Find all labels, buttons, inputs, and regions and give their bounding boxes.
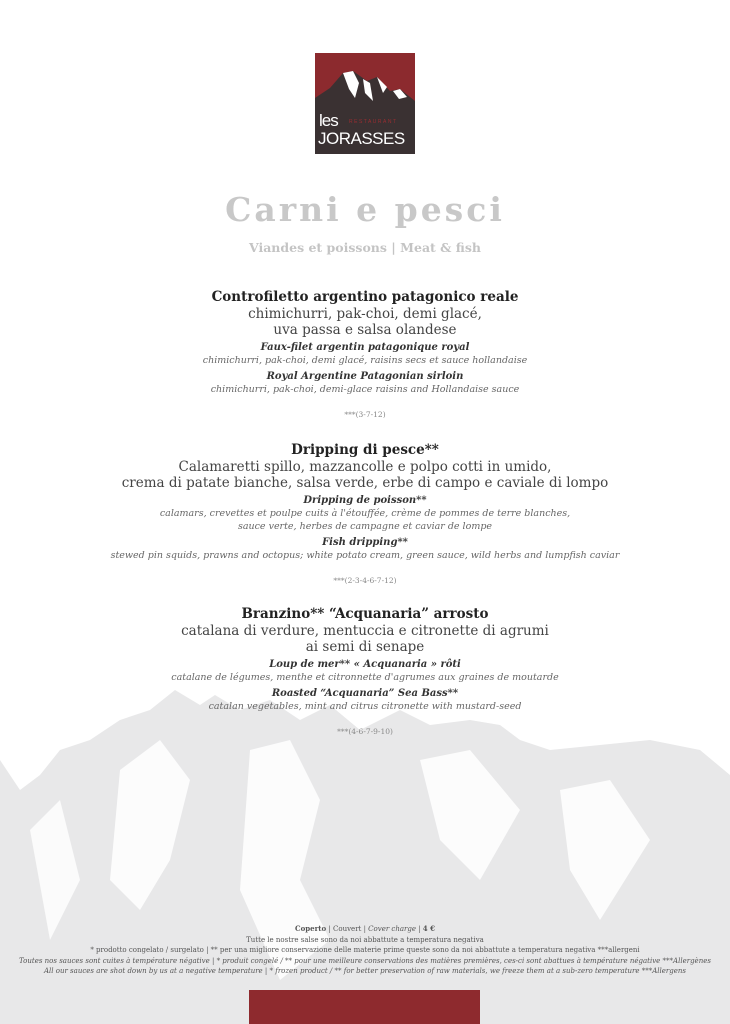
cover-price: 4 €	[422, 924, 435, 933]
dish-description: catalana di verdure, mentuccia e citronette di agrumi	[181, 623, 549, 639]
dish-description-en: chimichurri, pak-choi, demi-glace raisins and Hollandaise sauce	[210, 384, 520, 395]
dish-description-en: stewed pin squids, prawns and octopus; white potato cream, green sauce, wild herbs and lumpfish caviar	[110, 550, 620, 561]
dish-description-en: catalan vegetables, mint and citrus citronette with mustard-seed	[208, 701, 522, 712]
cover-label-en: Cover charge	[368, 925, 416, 933]
footer-notes	[0, 924, 730, 977]
logo-text-restaurant: RESTAURANT	[349, 119, 398, 125]
dish-description: Calamaretti spillo, mazzancolle e polpo cotti in umido,	[178, 459, 552, 475]
footer-note-it: Tutte le nostre salse sono da noi abbattute a temperatura negativa	[246, 935, 484, 944]
footer-note-it-legend: * prodotto congelato / surgelato | ** per una migliore conservazione delle materie prime queste sono da noi abbattute a temperatura negativa ***allergeni	[90, 946, 640, 954]
logo-text-les: les	[319, 111, 338, 130]
dish-description-fr: sauce verte, herbes de campagne et caviar de lompe	[237, 521, 493, 532]
dish-description-fr: chimichurri, pak-choi, demi glacé, raisins secs et sauce hollandaise	[202, 355, 528, 366]
dish-name: Branzino** “Acquanaria” arrosto	[241, 606, 489, 622]
allergens: ***(2-3-4-6-7-12)	[333, 576, 397, 585]
allergens: ***(4-6-7-9-10)	[337, 727, 393, 736]
dish-description: ai semi di senape	[305, 639, 425, 655]
dish-name: Controfiletto argentino patagonico reale	[211, 289, 519, 305]
restaurant-logo	[315, 53, 415, 154]
menu-item	[0, 289, 730, 419]
dish-name-en: Roasted “Acquanaria” Sea Bass**	[271, 688, 459, 699]
cover-label-fr: Couvert	[333, 925, 362, 933]
dish-description-fr: catalane de légumes, menthe et citronnette d'agrumes aux graines de moutarde	[171, 672, 559, 683]
bottom-brand-bar	[249, 990, 480, 1024]
dish-description: chimichurri, pak-choi, demi glacé,	[248, 306, 482, 322]
dish-name: Dripping di pesce**	[291, 442, 439, 458]
dish-name-en: Fish dripping**	[322, 537, 408, 548]
page-title: Carni e pesci	[225, 190, 505, 229]
dish-description: uva passa e salsa olandese	[273, 322, 457, 338]
page-subtitle: Viandes et poissons | Meat & fish	[248, 240, 482, 255]
footer-note-fr: Toutes nos sauces sont cuites à température négative | * produit congelé / ** pour une meilleure conservations des matières premières, ces-ci sont abattues à température négative ***Allergènes	[19, 956, 711, 965]
menu-item	[0, 442, 730, 585]
logo-text-jorasses: JORASSES	[318, 129, 405, 148]
footer-note-en: All our sauces are shot down by us at a negative temperature | * frozen product / ** for better preservation of raw materials, we freeze them at a sub-zero temperature ***Allergens	[44, 967, 686, 975]
allergens: ***(3-7-12)	[344, 410, 386, 419]
dish-name-fr: Faux-filet argentin patagonique royal	[260, 342, 470, 353]
dish-name-en: Royal Argentine Patagonian sirloin	[266, 371, 464, 382]
cover-charge: Coperto | Couvert | Cover charge | 4 €	[295, 924, 435, 933]
cover-label-it: Coperto	[295, 924, 327, 933]
dish-name-fr: Loup de mer** « Acquanaria » rôti	[269, 659, 461, 670]
dish-description-fr: calamars, crevettes et poulpe cuits à l'étouffée, crème de pommes de terre blanches,	[159, 508, 571, 519]
menu-item	[0, 606, 730, 736]
dish-name-fr: Dripping de poisson**	[303, 495, 427, 506]
dish-description: crema di patate bianche, salsa verde, erbe di campo e caviale di lompo	[121, 475, 609, 491]
